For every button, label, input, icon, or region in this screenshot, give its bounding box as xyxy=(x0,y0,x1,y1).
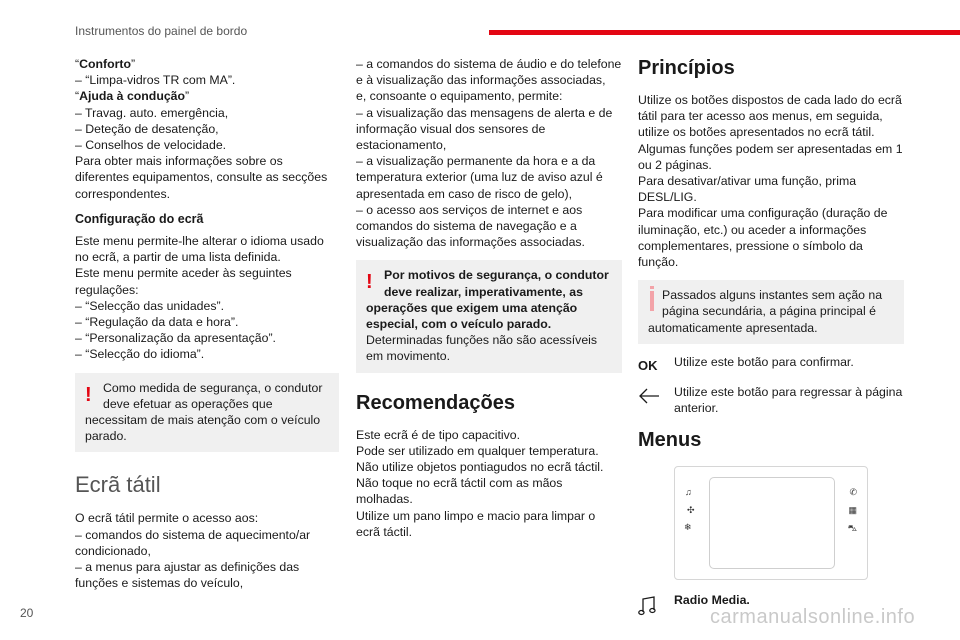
fan-icon: ✣ xyxy=(687,505,695,516)
list-item: – “Selecção das unidades”. xyxy=(75,298,225,313)
warning-text: Como medida de segurança, o condutor deve efetuar as operações que necessitam de mais atenção com o veículo parado. xyxy=(85,380,323,444)
paragraph: Este ecrã é de tipo capacitivo. xyxy=(356,427,521,442)
radio-media-label: Radio Media. xyxy=(674,593,750,608)
list-item: – comandos do sistema de aquecimento/ar condicionado, xyxy=(75,527,311,558)
info-note xyxy=(638,280,904,344)
ajuda-label: Ajuda à condução xyxy=(79,89,186,104)
list-item: – Deteção de desatenção, xyxy=(75,121,219,136)
exclamation-icon: ! xyxy=(85,383,92,406)
ok-row xyxy=(638,354,904,374)
list-item: – Conselhos de velocidade. xyxy=(75,138,227,153)
conforto-label: Conforto xyxy=(79,57,132,71)
big-heading: Ecrã tátil xyxy=(75,472,161,498)
warning-note xyxy=(356,260,622,372)
paragraph: Para modificar uma configuração (duração de iluminação, etc.) ou aceder a informações complementares, pressione o símbolo da função. xyxy=(638,206,888,270)
phone-icon: ✆ xyxy=(849,487,857,498)
paragraph: Não toque no ecrã táctil com as mãos molhadas. xyxy=(356,476,563,507)
car-icon: ⛍ xyxy=(847,523,857,534)
header-title: Instrumentos do painel de bordo xyxy=(75,24,248,38)
paragraph: Este menu permite-lhe alterar o idioma usado no ecrã, a partir de uma lista definida. xyxy=(75,234,324,265)
ok-icon xyxy=(638,354,674,374)
quote-mark: “ xyxy=(75,89,80,104)
apps-grid-icon: ▦ xyxy=(848,505,857,516)
music-note-icon: ♫ xyxy=(685,487,692,498)
list-item: – “Personalização da apresentação”. xyxy=(75,331,276,346)
section-heading-menus: Menus xyxy=(638,429,702,452)
column-2 xyxy=(356,56,622,540)
list-item: – Travag. auto. emergência, xyxy=(75,105,229,120)
list-item: – a visualização das mensagens de alerta e de informação visual dos sensores de estacionamento, xyxy=(356,105,613,153)
page-number: 20 xyxy=(20,606,34,620)
paragraph: Para obter mais informações sobre os diferentes equipamentos, consulte as secções correspondentes. xyxy=(75,154,328,201)
section-heading: Configuração do ecrã xyxy=(75,211,204,226)
warning-note xyxy=(75,373,339,453)
quote-mark: “ xyxy=(75,57,80,71)
section-heading-recomendacoes: Recomendações xyxy=(356,391,515,414)
header-accent-bar xyxy=(489,30,960,35)
list-item: – a menus para ajustar as definições das funções e sistemas do veículo, xyxy=(75,560,300,591)
climate-icon: ❄ xyxy=(684,522,692,533)
watermark: carmanualsonline.info xyxy=(710,606,916,628)
paragraph: Este menu permite aceder às seguintes regulações: xyxy=(75,266,292,297)
paragraph: Não utilize objetos pontiagudos no ecrã táctil. xyxy=(356,460,604,475)
info-text: Passados alguns instantes sem ação na página secundária, a página principal é automaticamente apresentada. xyxy=(648,288,883,335)
info-icon xyxy=(650,291,654,311)
paragraph-conforto xyxy=(75,56,339,72)
quote-mark: ” xyxy=(185,89,190,104)
back-arrow-icon xyxy=(638,384,674,404)
paragraph: Utilize os botões dispostos de cada lado do ecrã tátil para ter acesso aos menus, em seguida, utilize os botões apresentados no ecrã tátil. xyxy=(638,93,902,140)
paragraph: O ecrã tátil permite o acesso aos: xyxy=(75,511,259,526)
list-item: – o acesso aos serviços de internet e aos comandos do sistema de navegação e a visualização das informações associadas. xyxy=(356,202,585,250)
warning-bold-text: Por motivos de segurança, o condutor deve realizar, imperativamente, as operações que exigem uma atenção especial, com o veículo parado. xyxy=(366,268,609,332)
column-3 xyxy=(638,56,904,622)
column-1 xyxy=(75,56,339,591)
paragraph: Algumas funções podem ser apresentadas em 1 ou 2 páginas. xyxy=(638,141,903,172)
ok-icon-label: OK xyxy=(638,357,658,373)
list-item: – a visualização permanente da hora e a da temperatura exterior (uma luz de aviso azul é apresentada em caso de risco de gelo), xyxy=(356,154,603,201)
section-heading-principios: Princípios xyxy=(638,57,735,79)
paragraph: e, consoante o equipamento, permite: xyxy=(356,89,563,104)
touchscreen-display xyxy=(709,477,835,569)
list-item: – “Selecção do idioma”. xyxy=(75,347,205,362)
paragraph: Para desativar/ativar uma função, prima DESL/LIG. xyxy=(638,174,857,205)
back-description: Utilize este botão para regressar à página anterior. xyxy=(674,385,903,416)
music-note-icon xyxy=(638,592,674,616)
list-item: – a comandos do sistema de áudio e do telefone e à visualização das informações associadas, xyxy=(356,57,622,88)
paragraph: Pode ser utilizado em qualquer temperatura. xyxy=(356,443,599,458)
paragraph-ajuda xyxy=(75,88,339,104)
quote-mark: ” xyxy=(131,57,136,71)
list-item: – “Regulação da data e hora”. xyxy=(75,315,239,330)
ok-description: Utilize este botão para confirmar. xyxy=(674,354,854,369)
warning-text: Determinadas funções não são acessíveis em movimento. xyxy=(366,333,598,364)
paragraph: Utilize um pano limpo e macio para limpar o ecrã táctil. xyxy=(356,508,596,539)
back-row xyxy=(638,384,904,416)
touchscreen-illustration xyxy=(674,466,868,580)
list-item: – “Limpa-vidros TR com MA”. xyxy=(75,73,236,88)
exclamation-icon: ! xyxy=(366,271,373,294)
